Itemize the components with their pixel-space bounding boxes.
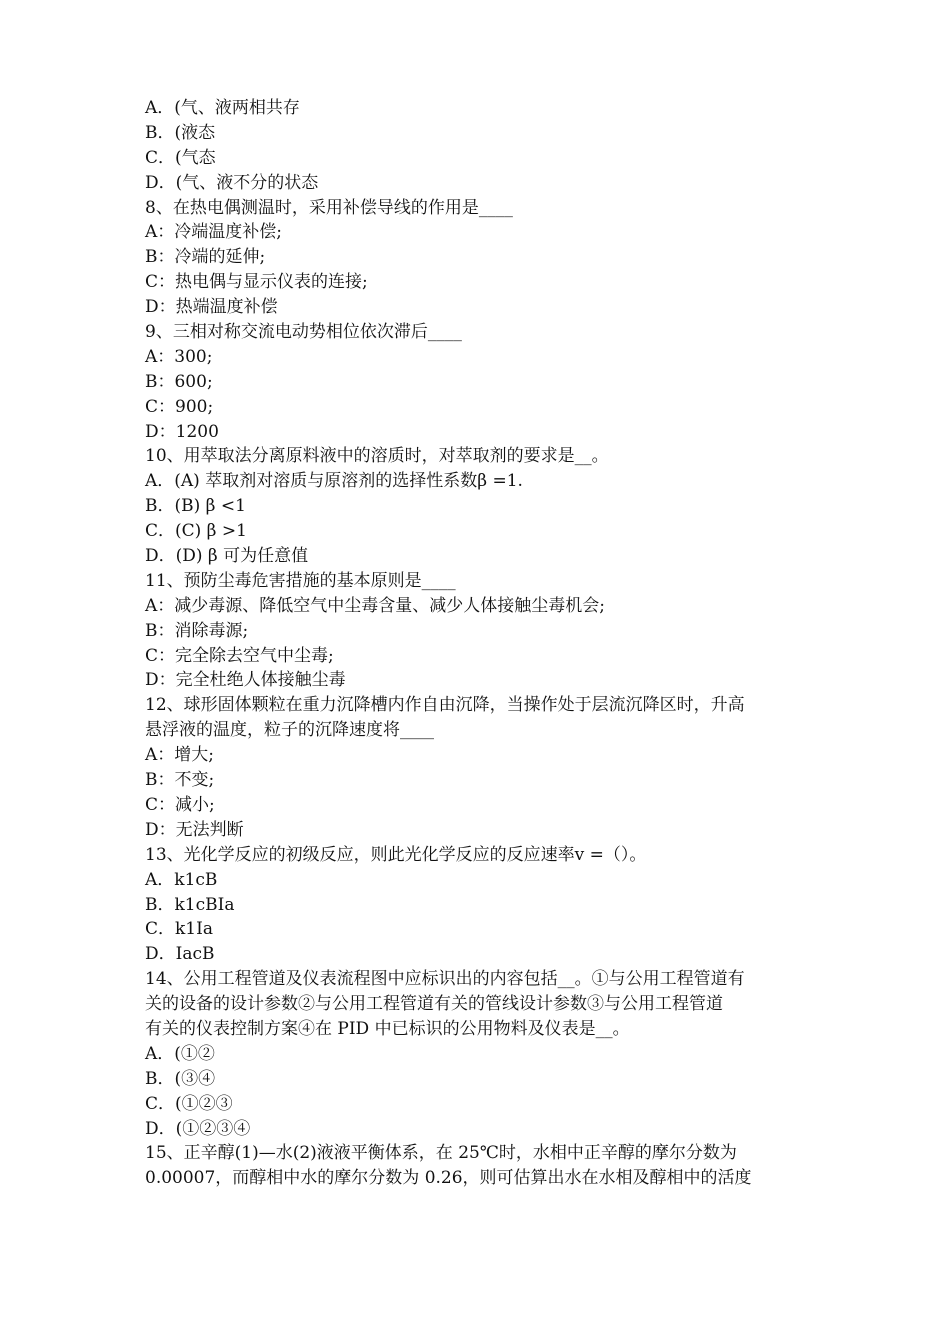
text-line: A．(A) 萃取剂对溶质与原溶剂的选择性系数β =1. <box>145 471 523 492</box>
text-line: 15、正辛醇(1)—水(2)液液平衡体系，在 25℃时，水相中正辛醇的摩尔分数为 <box>145 1143 737 1164</box>
text-line: D：完全杜绝人体接触尘毒 <box>145 670 346 691</box>
text-line: C．(①②③ <box>145 1093 233 1114</box>
text-line: B：600; <box>145 371 213 392</box>
text-line: A．(气、液两相共存 <box>145 98 300 118</box>
text-line: D：热端温度补偿 <box>145 297 278 318</box>
text-line: B．k1cBIa <box>145 894 235 915</box>
text-line: A．(①② <box>145 1043 215 1064</box>
text-line: D：1200 <box>145 421 219 442</box>
text-line: C：热电偶与显示仪表的连接; <box>145 272 368 293</box>
text-line: 14、公用工程管道及仪表流程图中应标识出的内容包括__。①与公用工程管道有 <box>145 969 745 990</box>
text-line: 11、预防尘毒危害措施的基本原则是____ <box>145 570 456 591</box>
text-line: 9、三相对称交流电动势相位依次滞后____ <box>145 322 462 343</box>
text-line: D．(①②③④ <box>145 1118 251 1139</box>
document-page <box>145 96 813 1191</box>
text-line: D．(气、液不分的状态 <box>145 172 319 193</box>
text-line: D：无法判断 <box>145 819 244 840</box>
text-line: A：增大; <box>145 745 215 766</box>
text-line: B．(③④ <box>145 1068 216 1089</box>
text-line: 有关的仪表控制方案④在 PID 中已标识的公用物料及仪表是__。 <box>145 1018 630 1039</box>
text-line: 10、用萃取法分离原料液中的溶质时，对萃取剂的要求是__。 <box>145 446 609 467</box>
text-line: D．IacB <box>145 944 215 965</box>
text-line: B：消除毒源; <box>145 620 249 641</box>
text-line: B：不变; <box>145 770 215 791</box>
text-line: C：900; <box>145 396 214 417</box>
text-line: 关的设备的设计参数②与公用工程管道有关的管线设计参数③与公用工程管道 <box>145 994 723 1015</box>
text-line: B：冷端的延伸; <box>145 247 266 268</box>
text-line: D．(D) β 可为任意值 <box>145 546 309 567</box>
text-line: C．k1Ia <box>145 919 213 940</box>
text-line: 12、球形固体颗粒在重力沉降槽内作自由沉降，当操作处于层流沉降区时，升高 <box>145 695 745 716</box>
text-line: C：完全除去空气中尘毒; <box>145 645 334 666</box>
text-line: C．(气态 <box>145 147 216 168</box>
text-line: B．(B) β <1 <box>145 496 246 517</box>
text-line: A：300; <box>145 346 213 367</box>
text-line: 8、在热电偶测温时，采用补偿导线的作用是____ <box>145 197 513 218</box>
text-line: C．(C) β >1 <box>145 521 247 542</box>
text-line: B．(液态 <box>145 122 216 143</box>
text-line: 13、光化学反应的初级反应，则此光化学反应的反应速率v =（）。 <box>145 844 647 865</box>
text-line: C：减小; <box>145 794 215 815</box>
text-line: 0.00007，而醇相中水的摩尔分数为 0.26，则可估算出水在水相及醇相中的活度 <box>145 1168 752 1189</box>
text-line: A：减少毒源、降低空气中尘毒含量、减少人体接触尘毒机会; <box>145 595 606 616</box>
text-line: 悬浮液的温度，粒子的沉降速度将____ <box>145 720 434 741</box>
text-line: A：冷端温度补偿; <box>145 222 283 243</box>
text-line: A．k1cB <box>145 869 218 890</box>
